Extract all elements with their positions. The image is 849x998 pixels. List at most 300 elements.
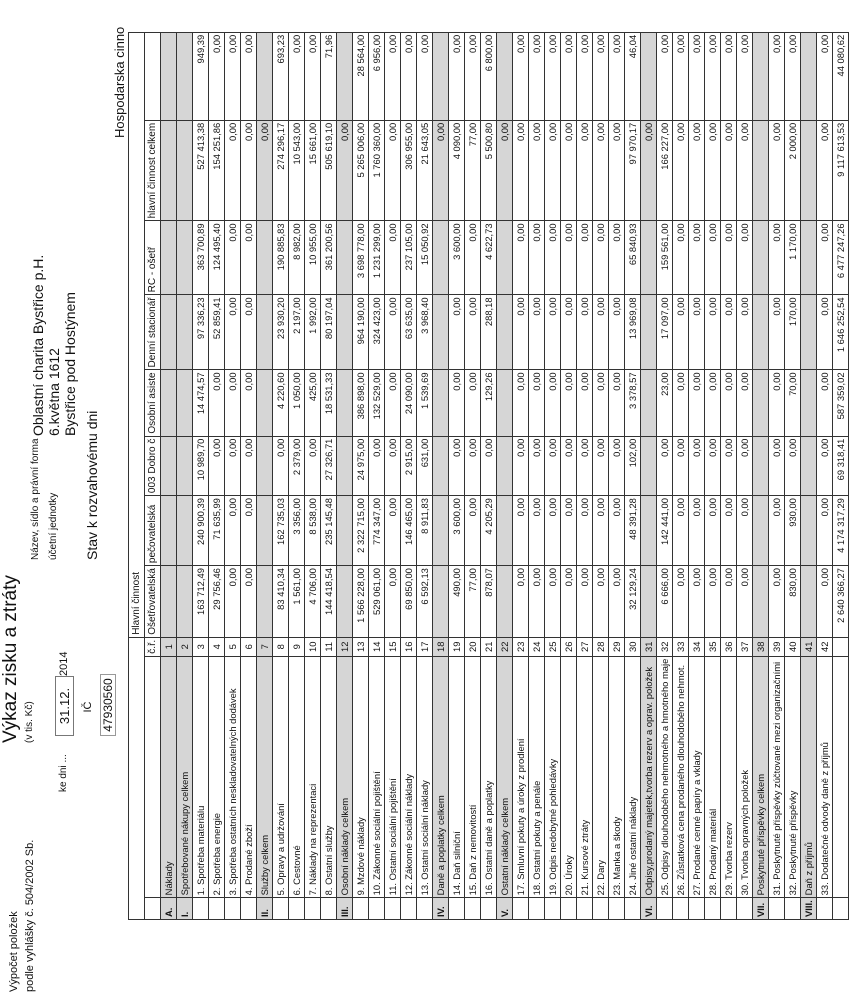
row-number-cell: 26 bbox=[561, 637, 577, 656]
value-cell bbox=[161, 221, 177, 295]
value-cell: 3 356,00 bbox=[289, 496, 305, 566]
table-row bbox=[593, 32, 609, 919]
section-number-cell: VIII. bbox=[801, 898, 817, 920]
value-cell: 69 850,00 bbox=[401, 566, 417, 638]
organization-city: Bystřice pod Hostýnem bbox=[62, 292, 78, 436]
item-label-cell: Daň z příjmů bbox=[801, 656, 817, 898]
value-cell: 0,00 bbox=[209, 436, 225, 495]
value-cell: 0,00 bbox=[689, 436, 705, 495]
value-cell: 0,00 bbox=[785, 436, 801, 495]
value-cell bbox=[337, 370, 353, 436]
value-cell: 425,00 bbox=[305, 370, 321, 436]
value-cell: 1 646 252,54 bbox=[833, 295, 849, 370]
value-cell: 0,00 bbox=[737, 32, 753, 120]
value-cell: 190 885,83 bbox=[273, 221, 289, 295]
value-cell: 2 000,00 bbox=[785, 120, 801, 221]
value-cell bbox=[257, 221, 273, 295]
item-label-cell: 5. Opravy a udržování bbox=[273, 656, 289, 898]
value-cell bbox=[801, 436, 817, 495]
value-cell: 0,00 bbox=[257, 120, 273, 221]
value-cell bbox=[177, 295, 193, 370]
value-cell: 0,00 bbox=[577, 221, 593, 295]
value-cell: 0,00 bbox=[225, 221, 241, 295]
value-cell: 0,00 bbox=[673, 120, 689, 221]
section-row bbox=[801, 32, 817, 919]
table-row bbox=[689, 32, 705, 919]
hospodarska-label: Hospodarska cinno bbox=[112, 26, 127, 138]
value-cell bbox=[433, 436, 449, 495]
value-cell: 288,18 bbox=[481, 295, 497, 370]
table-row bbox=[241, 32, 257, 919]
item-label-cell: 20. Úroky bbox=[561, 656, 577, 898]
value-cell: 0,00 bbox=[241, 32, 257, 120]
value-cell: 527 413,38 bbox=[193, 120, 209, 221]
table-row bbox=[657, 32, 673, 919]
section-number-cell bbox=[609, 898, 625, 920]
ic-field[interactable]: 47930560 bbox=[100, 674, 116, 736]
column-header: RC - ošetř bbox=[145, 221, 161, 295]
date-field[interactable]: 31.12. bbox=[55, 676, 74, 736]
section-number-cell bbox=[833, 898, 849, 920]
table-row bbox=[769, 32, 785, 919]
value-cell: 2 197,00 bbox=[289, 295, 305, 370]
value-cell: 4 090,00 bbox=[449, 120, 465, 221]
value-cell: 0,00 bbox=[817, 370, 833, 436]
main-activity-header: Hlavní činnost bbox=[129, 32, 145, 637]
row-number-cell: 24 bbox=[529, 637, 545, 656]
units-label: (v tis. Kč) bbox=[24, 701, 35, 743]
value-cell: 6 800,00 bbox=[481, 32, 497, 120]
value-cell: 10 543,00 bbox=[289, 120, 305, 221]
section-number-cell: A. bbox=[161, 898, 177, 920]
row-number-cell: 32 bbox=[657, 637, 673, 656]
column-headers bbox=[145, 32, 161, 919]
value-cell: 15 661,00 bbox=[305, 120, 321, 221]
item-label-cell: 15. Daň z nemovitostí bbox=[465, 656, 481, 898]
value-cell: 10 989,70 bbox=[193, 436, 209, 495]
value-cell: 0,00 bbox=[785, 32, 801, 120]
value-cell: 0,00 bbox=[561, 566, 577, 638]
row-number-cell: 27 bbox=[577, 637, 593, 656]
value-cell: 0,00 bbox=[385, 32, 401, 120]
value-cell: 14 474,57 bbox=[193, 370, 209, 436]
value-cell: 306 955,00 bbox=[401, 120, 417, 221]
value-cell: 0,00 bbox=[545, 221, 561, 295]
value-cell: 8 911,83 bbox=[417, 496, 433, 566]
value-cell bbox=[337, 221, 353, 295]
item-label-cell: Daně a poplatky celkem bbox=[433, 656, 449, 898]
value-cell: 4 220,60 bbox=[273, 370, 289, 436]
item-label-cell: 10. Zákonné sociální pojištění bbox=[369, 656, 385, 898]
value-cell: 0,00 bbox=[689, 221, 705, 295]
value-cell: 52 859,41 bbox=[209, 295, 225, 370]
value-cell: 0,00 bbox=[369, 436, 385, 495]
value-cell bbox=[257, 370, 273, 436]
section-number-cell bbox=[577, 898, 593, 920]
table-row bbox=[625, 32, 641, 919]
table-row bbox=[609, 32, 625, 919]
table-row bbox=[529, 32, 545, 919]
value-cell: 0,00 bbox=[721, 566, 737, 638]
table-row bbox=[465, 32, 481, 919]
value-cell bbox=[161, 32, 177, 120]
section-row bbox=[497, 32, 513, 919]
value-cell: 0,00 bbox=[449, 32, 465, 120]
value-cell: 0,00 bbox=[529, 496, 545, 566]
value-cell: 1 539,69 bbox=[417, 370, 433, 436]
value-cell: 71 635,99 bbox=[209, 496, 225, 566]
value-cell: 0,00 bbox=[513, 221, 529, 295]
row-number-cell: 3 bbox=[193, 637, 209, 656]
value-cell bbox=[337, 32, 353, 120]
value-cell: 0,00 bbox=[721, 32, 737, 120]
value-cell bbox=[433, 370, 449, 436]
value-cell bbox=[801, 221, 817, 295]
table-row bbox=[385, 32, 401, 919]
value-cell: 363 700,89 bbox=[193, 221, 209, 295]
section-row bbox=[641, 32, 657, 919]
section-number-cell bbox=[401, 898, 417, 920]
value-cell: 0,00 bbox=[529, 566, 545, 638]
value-cell: 0,00 bbox=[721, 221, 737, 295]
section-number-cell bbox=[321, 898, 337, 920]
value-cell: 386 898,00 bbox=[353, 370, 369, 436]
value-cell bbox=[497, 436, 513, 495]
value-cell: 0,00 bbox=[241, 566, 257, 638]
value-cell: 0,00 bbox=[609, 295, 625, 370]
value-cell: 0,00 bbox=[577, 566, 593, 638]
value-cell: 0,00 bbox=[593, 295, 609, 370]
value-cell bbox=[497, 566, 513, 638]
value-cell: 1 170,00 bbox=[785, 221, 801, 295]
value-cell: 0,00 bbox=[705, 436, 721, 495]
value-cell: 0,00 bbox=[673, 496, 689, 566]
table-row bbox=[401, 32, 417, 919]
value-cell: 97 336,23 bbox=[193, 295, 209, 370]
row-number-cell: 12 bbox=[337, 637, 353, 656]
value-cell: 0,00 bbox=[529, 32, 545, 120]
row-number-cell: 28 bbox=[593, 637, 609, 656]
value-cell: 0,00 bbox=[465, 436, 481, 495]
section-number-cell: VII. bbox=[753, 898, 769, 920]
value-cell: 3 698 778,00 bbox=[353, 221, 369, 295]
value-cell: 80 197,04 bbox=[321, 295, 337, 370]
year-field: 2014 bbox=[58, 651, 70, 676]
value-cell bbox=[641, 436, 657, 495]
value-cell: 70,00 bbox=[785, 370, 801, 436]
value-cell: 0,00 bbox=[705, 370, 721, 436]
page-title: Výkaz zisku a ztráty bbox=[0, 575, 21, 743]
row-number-cell: 4 bbox=[209, 637, 225, 656]
value-cell: 361 200,56 bbox=[321, 221, 337, 295]
value-cell bbox=[497, 295, 513, 370]
value-cell: 0,00 bbox=[513, 566, 529, 638]
document-regulation: podle vyhlášky č. 504/2002 Sb. bbox=[24, 839, 36, 992]
table-row bbox=[225, 32, 241, 919]
value-cell: 0,00 bbox=[529, 120, 545, 221]
section-row bbox=[257, 32, 273, 919]
value-cell: 48 391,28 bbox=[625, 496, 641, 566]
section-number-cell bbox=[225, 898, 241, 920]
blank-header bbox=[129, 637, 145, 919]
value-cell: 0,00 bbox=[385, 496, 401, 566]
row-number-cell: 38 bbox=[753, 637, 769, 656]
value-cell: 1 050,00 bbox=[289, 370, 305, 436]
value-cell bbox=[161, 370, 177, 436]
row-number-cell: 8 bbox=[273, 637, 289, 656]
value-cell bbox=[753, 566, 769, 638]
value-cell: 0,00 bbox=[593, 120, 609, 221]
row-number-cell: 41 bbox=[801, 637, 817, 656]
value-cell: 46,04 bbox=[625, 32, 641, 120]
value-cell: 6 666,00 bbox=[657, 566, 673, 638]
item-label-cell: 21. Kursové ztráty bbox=[577, 656, 593, 898]
value-cell: 0,00 bbox=[593, 32, 609, 120]
value-cell: 23 930,20 bbox=[273, 295, 289, 370]
value-cell: 23,00 bbox=[657, 370, 673, 436]
value-cell: 0,00 bbox=[433, 120, 449, 221]
section-row bbox=[753, 32, 769, 919]
value-cell: 0,00 bbox=[769, 32, 785, 120]
value-cell: 0,00 bbox=[385, 566, 401, 638]
value-cell: 0,00 bbox=[529, 221, 545, 295]
value-cell: 0,00 bbox=[673, 370, 689, 436]
value-cell bbox=[753, 221, 769, 295]
section-number-cell bbox=[657, 898, 673, 920]
value-cell: 0,00 bbox=[561, 221, 577, 295]
value-cell: 0,00 bbox=[513, 295, 529, 370]
value-cell bbox=[337, 295, 353, 370]
value-cell: 0,00 bbox=[705, 496, 721, 566]
value-cell: 0,00 bbox=[209, 32, 225, 120]
value-cell: 0,00 bbox=[289, 32, 305, 120]
value-cell: 0,00 bbox=[609, 436, 625, 495]
value-cell: 0,00 bbox=[497, 120, 513, 221]
value-cell: 0,00 bbox=[657, 436, 673, 495]
value-cell: 240 900,39 bbox=[193, 496, 209, 566]
section-number-cell bbox=[305, 898, 321, 920]
value-cell bbox=[497, 32, 513, 120]
item-label-cell: 31. Poskytnuté příspěvky zúčtované mezi organizačními bbox=[769, 656, 785, 898]
value-cell: 124 495,40 bbox=[209, 221, 225, 295]
value-cell: 0,00 bbox=[225, 566, 241, 638]
table-row bbox=[353, 32, 369, 919]
item-label-cell: 17. Smluvní pokuty a úroky z prodlení bbox=[513, 656, 529, 898]
value-cell: 170,00 bbox=[785, 295, 801, 370]
value-cell bbox=[433, 566, 449, 638]
value-cell: 159 561,00 bbox=[657, 221, 673, 295]
value-cell bbox=[177, 120, 193, 221]
row-number-cell: 9 bbox=[289, 637, 305, 656]
value-cell: 0,00 bbox=[513, 120, 529, 221]
value-cell: 9 117 613,53 bbox=[833, 120, 849, 221]
value-cell: 0,00 bbox=[465, 221, 481, 295]
value-cell: 0,00 bbox=[465, 32, 481, 120]
section-number-cell bbox=[369, 898, 385, 920]
value-cell bbox=[753, 496, 769, 566]
item-label-cell: Náklady bbox=[161, 656, 177, 898]
value-cell: 3 378,57 bbox=[625, 370, 641, 436]
value-cell: 0,00 bbox=[817, 32, 833, 120]
value-cell bbox=[257, 496, 273, 566]
value-cell: 930,00 bbox=[785, 496, 801, 566]
ic-label: IČ bbox=[82, 701, 94, 713]
table-row bbox=[305, 32, 321, 919]
item-label-cell: Služby celkem bbox=[257, 656, 273, 898]
section-number-cell bbox=[785, 898, 801, 920]
value-cell: 505 619,10 bbox=[321, 120, 337, 221]
value-cell: 0,00 bbox=[225, 295, 241, 370]
item-label-cell: 33. Dodatečné odvody daně z příjmů bbox=[817, 656, 833, 898]
value-cell bbox=[801, 566, 817, 638]
section-number-cell bbox=[385, 898, 401, 920]
item-label-cell: 24. Jiné ostatní náklady bbox=[625, 656, 641, 898]
value-cell: 0,00 bbox=[689, 32, 705, 120]
value-cell: 97 970,17 bbox=[625, 120, 641, 221]
value-cell: 1 231 299,00 bbox=[369, 221, 385, 295]
organization-street: 6.května 1612 bbox=[46, 348, 62, 436]
item-label-cell: 3. Spotřeba ostatních neskladovatelných dodávek bbox=[225, 656, 241, 898]
value-cell: 0,00 bbox=[593, 221, 609, 295]
value-cell: 0,00 bbox=[305, 436, 321, 495]
value-cell: 0,00 bbox=[609, 566, 625, 638]
value-cell: 0,00 bbox=[449, 295, 465, 370]
value-cell: 0,00 bbox=[577, 295, 593, 370]
value-cell: 0,00 bbox=[529, 295, 545, 370]
value-cell: 949,39 bbox=[193, 32, 209, 120]
value-cell: 490,00 bbox=[449, 566, 465, 638]
value-cell: 0,00 bbox=[241, 436, 257, 495]
value-cell: 0,00 bbox=[513, 370, 529, 436]
item-label-cell: 4. Prodané zboží bbox=[241, 656, 257, 898]
value-cell: 0,00 bbox=[609, 32, 625, 120]
value-cell: 132 529,00 bbox=[369, 370, 385, 436]
value-cell bbox=[753, 436, 769, 495]
value-cell: 0,00 bbox=[465, 496, 481, 566]
value-cell bbox=[337, 436, 353, 495]
value-cell: 0,00 bbox=[465, 370, 481, 436]
row-number-cell: 1 bbox=[161, 637, 177, 656]
value-cell: 0,00 bbox=[225, 496, 241, 566]
section-number-cell: III. bbox=[337, 898, 353, 920]
value-cell: 163 712,49 bbox=[193, 566, 209, 638]
value-cell: 0,00 bbox=[401, 32, 417, 120]
value-cell: 0,00 bbox=[689, 295, 705, 370]
date-label: ke dni ... bbox=[58, 754, 69, 792]
value-cell bbox=[497, 221, 513, 295]
value-cell bbox=[337, 566, 353, 638]
value-cell: 2 379,00 bbox=[289, 436, 305, 495]
value-cell: 0,00 bbox=[769, 221, 785, 295]
value-cell: 0,00 bbox=[673, 32, 689, 120]
value-cell bbox=[801, 120, 817, 221]
document-label: Výpočet položek bbox=[8, 911, 20, 992]
table-row bbox=[369, 32, 385, 919]
value-cell: 0,00 bbox=[769, 496, 785, 566]
value-cell: 4 174 317,29 bbox=[833, 496, 849, 566]
value-cell bbox=[753, 295, 769, 370]
data-table bbox=[128, 32, 849, 920]
value-cell bbox=[257, 436, 273, 495]
column-header bbox=[145, 898, 161, 920]
value-cell: 2 322 715,00 bbox=[353, 496, 369, 566]
value-cell bbox=[177, 370, 193, 436]
table-row bbox=[513, 32, 529, 919]
value-cell: 0,00 bbox=[721, 370, 737, 436]
item-label-cell: 26. Zůstatková cena prodaného dlouhodobého nehmot. bbox=[673, 656, 689, 898]
item-label-cell: 12. Zákonné sociální náklady bbox=[401, 656, 417, 898]
table-row bbox=[417, 32, 433, 919]
entity-name-label-2: účetní jednotky bbox=[48, 492, 59, 560]
section-number-cell bbox=[289, 898, 305, 920]
value-cell bbox=[753, 32, 769, 120]
item-label-cell: 29. Tvorba rezerv bbox=[721, 656, 737, 898]
item-label-cell: 18. Ostatní pokuty a penále bbox=[529, 656, 545, 898]
column-header: 003 Dobro č bbox=[145, 436, 161, 495]
row-number-cell: 42 bbox=[817, 637, 833, 656]
table-row bbox=[721, 32, 737, 919]
row-number-cell bbox=[833, 637, 849, 656]
section-number-cell bbox=[673, 898, 689, 920]
section-number-cell bbox=[465, 898, 481, 920]
row-number-cell: 21 bbox=[481, 637, 497, 656]
table-row bbox=[449, 32, 465, 919]
value-cell: 6 477 247,26 bbox=[833, 221, 849, 295]
value-cell: 17 097,00 bbox=[657, 295, 673, 370]
value-cell: 15 050,92 bbox=[417, 221, 433, 295]
value-cell: 0,00 bbox=[593, 566, 609, 638]
table-row bbox=[545, 32, 561, 919]
value-cell: 0,00 bbox=[817, 496, 833, 566]
value-cell: 0,00 bbox=[561, 120, 577, 221]
value-cell: 0,00 bbox=[705, 295, 721, 370]
value-cell: 0,00 bbox=[817, 221, 833, 295]
section-number-cell bbox=[481, 898, 497, 920]
value-cell bbox=[257, 32, 273, 120]
value-cell: 0,00 bbox=[577, 370, 593, 436]
value-cell: 5 265 006,00 bbox=[353, 120, 369, 221]
value-cell: 0,00 bbox=[657, 32, 673, 120]
item-label-cell: Poskytnuté příspěvky celkem bbox=[753, 656, 769, 898]
value-cell: 6 956,00 bbox=[369, 32, 385, 120]
value-cell: 0,00 bbox=[545, 496, 561, 566]
value-cell bbox=[177, 436, 193, 495]
value-cell: 77,00 bbox=[465, 566, 481, 638]
value-cell: 142 441,00 bbox=[657, 496, 673, 566]
item-label-cell: Osobní náklady celkem bbox=[337, 656, 353, 898]
value-cell: 0,00 bbox=[545, 295, 561, 370]
value-cell: 27 326,71 bbox=[321, 436, 337, 495]
table-body bbox=[161, 32, 849, 919]
value-cell: 0,00 bbox=[737, 496, 753, 566]
value-cell: 0,00 bbox=[609, 120, 625, 221]
value-cell: 0,00 bbox=[225, 436, 241, 495]
value-cell bbox=[801, 370, 817, 436]
value-cell bbox=[753, 120, 769, 221]
value-cell: 0,00 bbox=[769, 436, 785, 495]
value-cell: 0,00 bbox=[513, 436, 529, 495]
value-cell: 0,00 bbox=[769, 295, 785, 370]
value-cell: 32 129,24 bbox=[625, 566, 641, 638]
row-number-cell: 30 bbox=[625, 637, 641, 656]
value-cell: 0,00 bbox=[273, 436, 289, 495]
item-label-cell: 30. Tvorba opravných položek bbox=[737, 656, 753, 898]
value-cell: 830,00 bbox=[785, 566, 801, 638]
item-label-cell: 23. Manka a škody bbox=[609, 656, 625, 898]
section-row bbox=[161, 32, 177, 919]
row-number-cell: 31 bbox=[641, 637, 657, 656]
value-cell bbox=[641, 32, 657, 120]
